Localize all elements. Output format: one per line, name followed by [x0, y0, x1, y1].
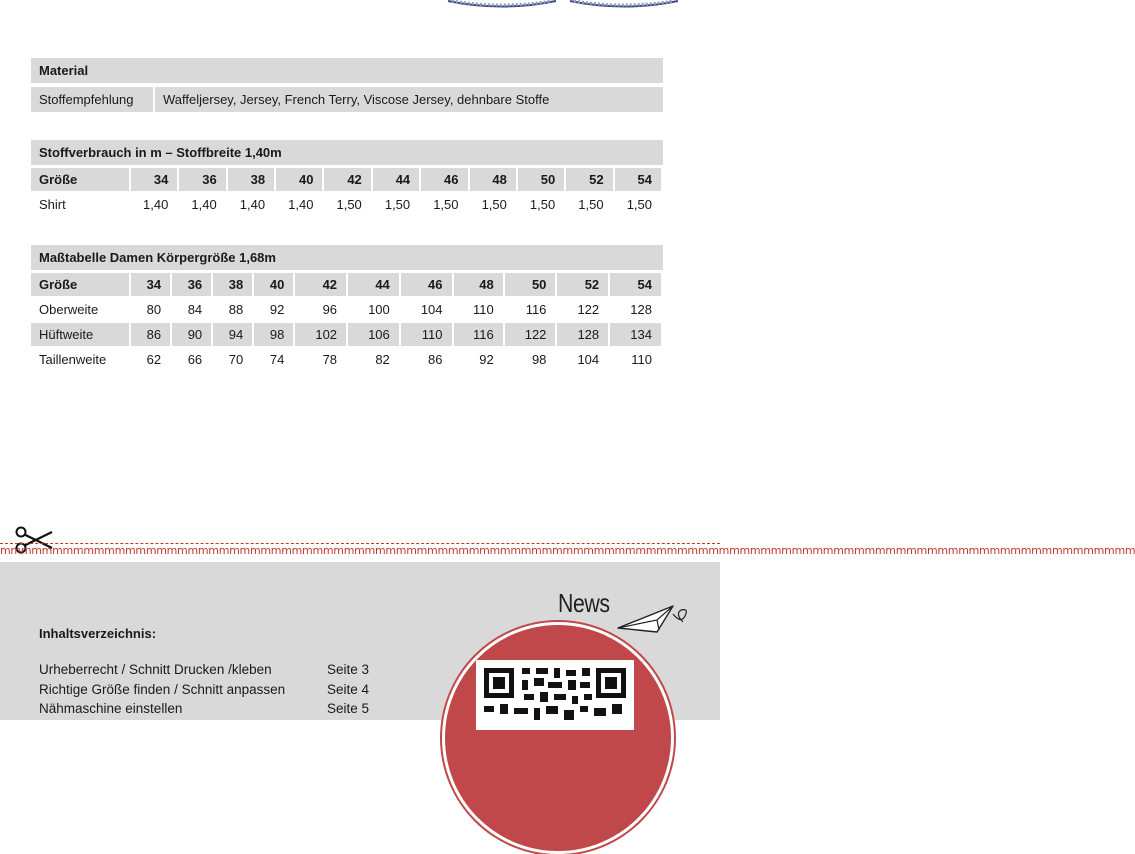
value-cell: 102 [295, 323, 348, 348]
size-cell: 36 [179, 168, 227, 193]
value-cell: 94 [213, 323, 254, 348]
toc-title: Inhaltsverzeichnis: [39, 626, 157, 641]
material-table [31, 58, 663, 112]
value-cell: 86 [401, 348, 454, 373]
size-cell: 40 [254, 273, 295, 298]
value-cell: 110 [401, 323, 454, 348]
size-header-row [31, 168, 663, 193]
value-cell: 128 [610, 298, 663, 323]
value-cell: 98 [254, 323, 295, 348]
value-cell: 128 [557, 323, 610, 348]
value-cell: 82 [348, 348, 401, 373]
value-cell: 96 [295, 298, 348, 323]
toc-item-page: Seite 4 [327, 681, 370, 697]
row-label: Hüftweite [31, 323, 131, 348]
value-cell: 1,50 [324, 193, 372, 218]
value-cell: 110 [454, 298, 505, 323]
table-row [31, 348, 663, 373]
toc-item-title: Richtige Größe finden / Schnitt anpassen [39, 681, 286, 697]
size-cell: 48 [454, 273, 505, 298]
value-cell: 106 [348, 323, 401, 348]
size-cell: 52 [557, 273, 610, 298]
size-cell: 44 [348, 273, 401, 298]
fabric-consumption-heading: Stoffverbrauch in m – Stoffbreite 1,40m [31, 140, 663, 165]
size-chart-heading: Maßtabelle Damen Körpergröße 1,68m [31, 245, 663, 270]
value-cell: 1,50 [373, 193, 421, 218]
value-cell: 98 [505, 348, 558, 373]
value-cell: 78 [295, 348, 348, 373]
size-cell: 48 [470, 168, 518, 193]
toc-item-page: Seite 3 [327, 662, 370, 677]
value-cell: 1,40 [131, 193, 179, 218]
value-cell: 104 [557, 348, 610, 373]
paper-plane-icon [615, 600, 695, 640]
news-badge [442, 622, 674, 854]
toc-item[interactable] [39, 662, 369, 682]
value-cell: 90 [172, 323, 213, 348]
toc-item[interactable] [39, 701, 369, 721]
value-cell: 122 [557, 298, 610, 323]
toc-item-title: Urheberrecht / Schnitt Drucken /kleben [39, 662, 272, 677]
garment-illustration-icon [568, 0, 680, 10]
value-cell: 92 [454, 348, 505, 373]
size-chart-table [31, 245, 663, 373]
value-cell: 88 [213, 298, 254, 323]
fabric-recommendation-label: Stoffempfehlung [31, 87, 155, 112]
table-row [31, 298, 663, 323]
value-cell: 116 [505, 298, 558, 323]
value-cell: 1,50 [518, 193, 566, 218]
fabric-consumption-table [31, 140, 663, 218]
material-heading: Material [31, 58, 663, 83]
value-cell: 80 [131, 298, 172, 323]
value-cell: 1,50 [615, 193, 663, 218]
size-cell: 42 [295, 273, 348, 298]
table-of-contents [39, 662, 369, 721]
value-cell: 100 [348, 298, 401, 323]
value-cell: 74 [254, 348, 295, 373]
value-cell: 92 [254, 298, 295, 323]
value-cell: 104 [401, 298, 454, 323]
size-cell: 44 [373, 168, 421, 193]
size-cell: 54 [610, 273, 663, 298]
size-cell: 38 [213, 273, 254, 298]
value-cell: 1,50 [421, 193, 469, 218]
value-cell: 1,50 [470, 193, 518, 218]
size-cell: 50 [518, 168, 566, 193]
size-cell: 42 [324, 168, 372, 193]
size-header-row [31, 273, 663, 298]
size-cell: 46 [421, 168, 469, 193]
value-cell: 1,40 [228, 193, 276, 218]
value-cell: 1,40 [179, 193, 227, 218]
size-cell: 52 [566, 168, 614, 193]
size-cell: 46 [401, 273, 454, 298]
news-label: News [558, 588, 610, 618]
size-cell: 34 [131, 168, 179, 193]
table-row [31, 193, 663, 218]
toc-item-page: Seite 5 [327, 701, 370, 716]
qr-code-icon[interactable] [484, 668, 626, 720]
value-cell: 1,40 [276, 193, 324, 218]
size-cell: 50 [505, 273, 558, 298]
row-label: Taillenweite [31, 348, 131, 373]
value-cell: 116 [454, 323, 505, 348]
size-cell: 36 [172, 273, 213, 298]
toc-item[interactable] [39, 682, 369, 702]
value-cell: 122 [505, 323, 558, 348]
value-cell: 134 [610, 323, 663, 348]
value-cell: 70 [213, 348, 254, 373]
size-cell: 40 [276, 168, 324, 193]
toc-item-title: Nähmaschine einstellen [39, 701, 183, 716]
value-cell: 110 [610, 348, 663, 373]
size-cell: 38 [228, 168, 276, 193]
row-label: Shirt [31, 193, 131, 218]
value-cell: 1,50 [566, 193, 614, 218]
size-label: Größe [31, 168, 131, 193]
fabric-recommendation-value: Waffeljersey, Jersey, French Terry, Viscose Jersey, dehnbare Stoffe [155, 87, 663, 112]
garment-illustration-icon [446, 0, 558, 10]
size-cell: 54 [615, 168, 663, 193]
value-cell: 84 [172, 298, 213, 323]
value-cell: 86 [131, 323, 172, 348]
row-label: Oberweite [31, 298, 131, 323]
value-cell: 62 [131, 348, 172, 373]
table-row [31, 323, 663, 348]
size-label: Größe [31, 273, 131, 298]
cut-line: mmmmmmmmmmmmmmmmmmmmmmmmmmmmmmmmmmmmmmmmmmmmmmmmmmmmmmmmmmmmmmmmmmmmmmmmmmmmmmmmmmmmmmmmmmmmmmmmmmmmmmmmmmmmm [0, 544, 1135, 557]
value-cell: 66 [172, 348, 213, 373]
size-cell: 34 [131, 273, 172, 298]
